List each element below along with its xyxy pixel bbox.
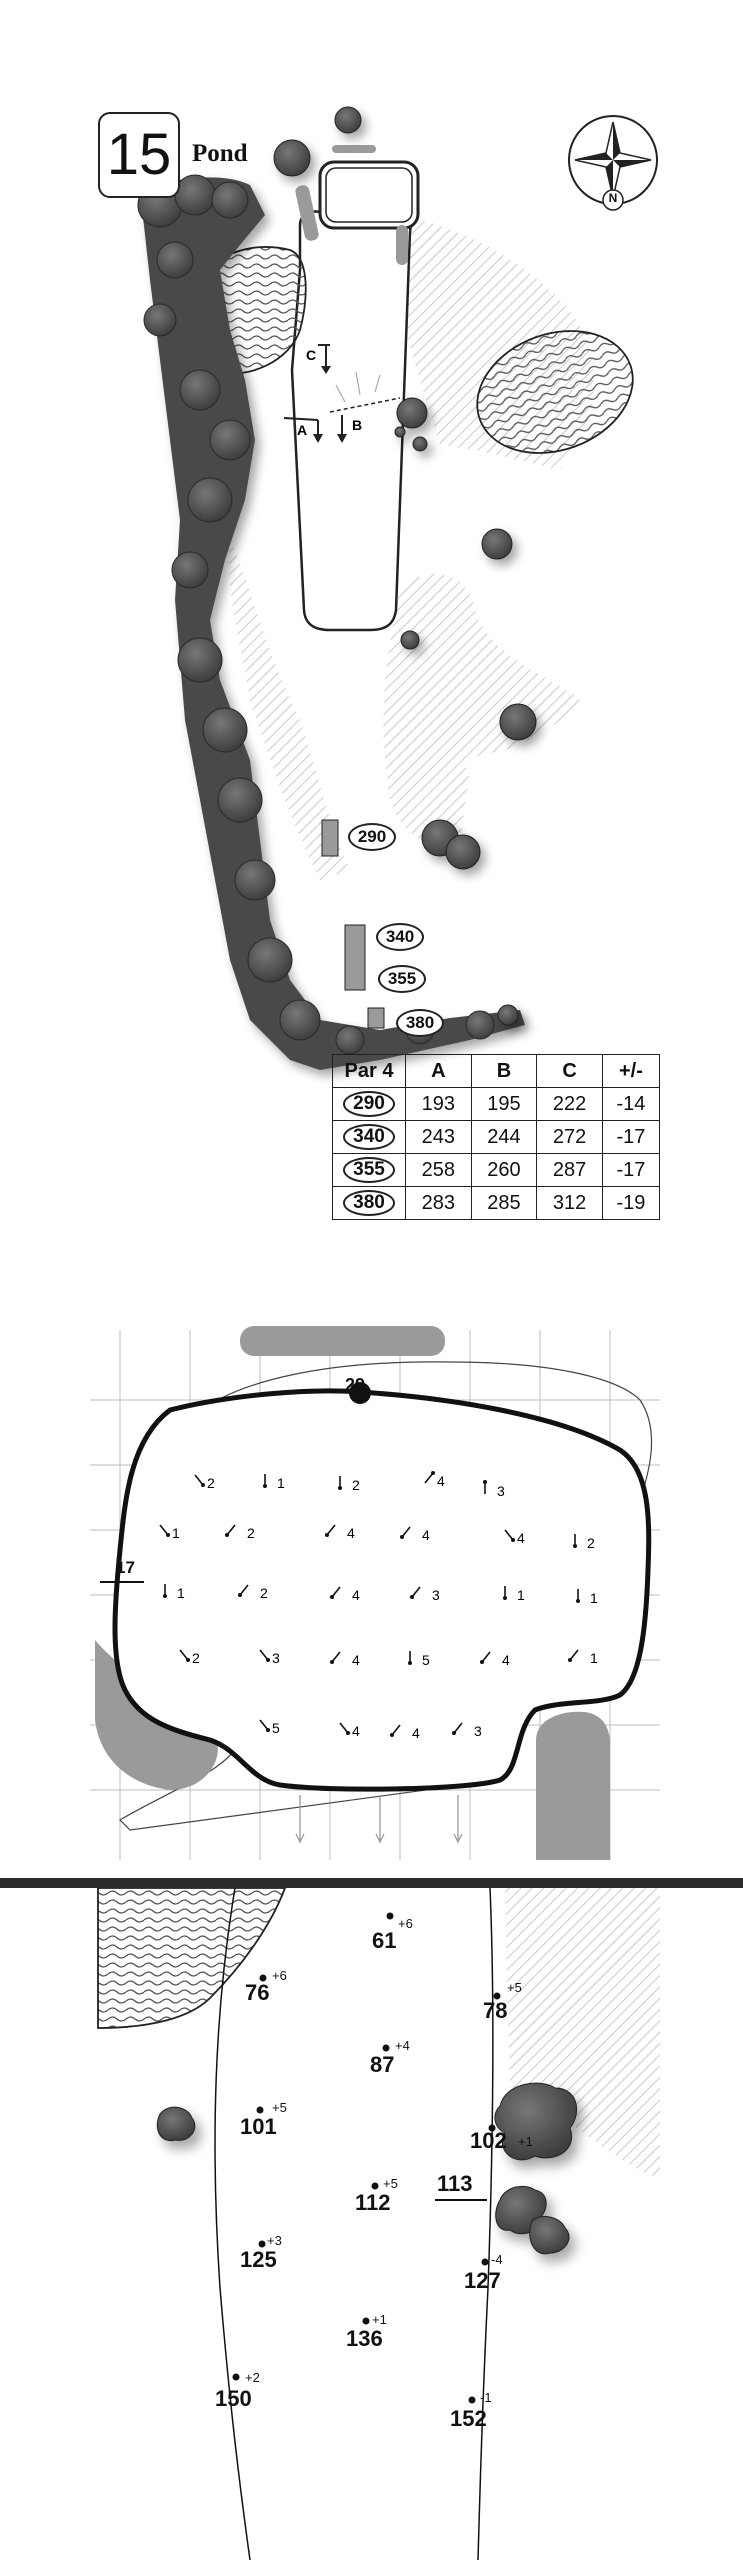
distance-marker-355: 355 [378, 965, 426, 993]
slope-arrow-head [238, 1593, 242, 1597]
yardage-dot [482, 2259, 489, 2266]
yardage-adjust: +5 [272, 2100, 287, 2115]
slope-value: 4 [352, 1723, 360, 1739]
yardage-dot [372, 2183, 379, 2190]
slope-value: 4 [437, 1473, 445, 1489]
slope-arrow-head [263, 1484, 267, 1488]
yardage-dot [257, 2107, 264, 2114]
table-row [333, 1187, 660, 1220]
slope-value: 2 [247, 1525, 255, 1541]
yardage-value: 136 [346, 2326, 383, 2351]
slope-value: 2 [352, 1477, 360, 1493]
cell-a: 258 [406, 1154, 472, 1187]
slope-value: 4 [352, 1587, 360, 1603]
slope-arrow-head [163, 1594, 167, 1598]
cell-b: 244 [471, 1121, 537, 1154]
cell-b: 195 [471, 1088, 537, 1121]
svg-text:B: B [352, 417, 363, 433]
cell-b: 285 [471, 1187, 537, 1220]
yardage-value: 152 [450, 2406, 487, 2431]
yardage-adjust: +2 [245, 2370, 260, 2385]
tee-bar-right [396, 225, 408, 265]
svg-text:A: A [297, 422, 308, 438]
slope-value: 3 [272, 1650, 280, 1666]
slope-arrow-head [503, 1596, 507, 1600]
slope-value: 4 [412, 1725, 420, 1741]
slope-arrow-head [410, 1595, 414, 1599]
slope-value: 3 [432, 1587, 440, 1603]
slope-arrow-head [568, 1658, 572, 1662]
section-divider [0, 1878, 743, 1888]
slope-value: 5 [272, 1720, 280, 1736]
slope-arrow-head [346, 1731, 350, 1735]
slope-arrow-head [266, 1658, 270, 1662]
yardage-adjust: +1 [518, 2134, 533, 2149]
bunker-right [536, 1712, 610, 1860]
fairway-edge-right [478, 1888, 493, 2560]
approach-trees [157, 2083, 576, 2254]
cell-a: 283 [406, 1187, 472, 1220]
slope-arrow-head [452, 1731, 456, 1735]
slope-arrow-head [201, 1483, 205, 1487]
header-b: B [471, 1055, 537, 1088]
distance-marker-380: 380 [396, 1009, 444, 1037]
slope-value: 1 [177, 1585, 185, 1601]
green-width-label: 17 [116, 1558, 135, 1577]
yardage-value: 78 [483, 1998, 508, 2023]
slope-value: 4 [347, 1525, 355, 1541]
distance-marker-290: 290 [348, 823, 396, 851]
table-row [333, 1154, 660, 1187]
yardage-value: 61 [372, 1928, 397, 1953]
distance-marker-340: 340 [376, 923, 424, 951]
yardage-value: 112 [355, 2190, 391, 2215]
tee-distance: 380 [343, 1190, 395, 1216]
table-row [333, 1121, 660, 1154]
slope-arrow-head [225, 1533, 229, 1537]
yardage-adjust: +3 [267, 2233, 282, 2248]
tee-distance: 290 [343, 1091, 395, 1117]
bunker-back [240, 1326, 445, 1356]
header-c: C [537, 1055, 603, 1088]
slope-arrow-head [400, 1535, 404, 1539]
slope-arrow-head [511, 1538, 515, 1542]
yardage-adjust: +6 [272, 1968, 287, 1983]
cell-c: 222 [537, 1088, 603, 1121]
yardage-value: 113 [437, 2171, 473, 2196]
yardage-dot [387, 1913, 394, 1920]
yardage-value: 127 [464, 2268, 501, 2293]
yardage-dot [363, 2318, 370, 2325]
header-a: A [406, 1055, 472, 1088]
slope-value: 2 [587, 1535, 595, 1551]
slope-value: 2 [207, 1475, 215, 1491]
marker-plate-340 [345, 925, 365, 990]
slope-arrow-head [480, 1660, 484, 1664]
yardage-header-row [333, 1055, 660, 1088]
cell-a: 243 [406, 1121, 472, 1154]
yardage-table [332, 1054, 660, 1220]
yardage-value: 76 [245, 1980, 270, 2005]
slope-value: 3 [497, 1483, 505, 1499]
rough-area-center [383, 574, 580, 843]
yardage-dot [233, 2374, 240, 2381]
approach-arrows [296, 1795, 462, 1842]
slope-value: 1 [517, 1587, 525, 1603]
marker-plate-290 [322, 820, 338, 856]
cell-diff: -19 [602, 1187, 659, 1220]
cell-b: 260 [471, 1154, 537, 1187]
yardage-value: 102 [470, 2128, 507, 2153]
slope-arrow-head [576, 1599, 580, 1603]
cell-c: 287 [537, 1154, 603, 1187]
yardage-value: 87 [370, 2052, 395, 2077]
svg-text:C: C [306, 347, 317, 363]
yardage-adjust: -1 [480, 2390, 492, 2405]
green-detail-map [0, 1300, 743, 1890]
slope-value: 4 [502, 1652, 510, 1668]
slope-arrow-head [266, 1728, 270, 1732]
tee-bar-top [332, 145, 376, 153]
yardage-adjust: +5 [383, 2176, 398, 2191]
slope-value: 3 [474, 1723, 482, 1739]
header-par: Par 4 [333, 1055, 406, 1088]
slope-value: 2 [192, 1650, 200, 1666]
slope-arrow-head [325, 1533, 329, 1537]
hole-name: Pond [192, 140, 248, 167]
yardage-adjust: +6 [398, 1916, 413, 1931]
slope-arrow-head [390, 1733, 394, 1737]
yardage-value: 125 [240, 2247, 277, 2272]
slope-value: 4 [422, 1527, 430, 1543]
slope-value: 5 [422, 1652, 430, 1668]
pond-approach [98, 1888, 285, 2028]
slope-arrow-head [338, 1486, 342, 1490]
slope-value: 1 [172, 1525, 180, 1541]
slope-value: 4 [352, 1652, 360, 1668]
yardage-marker-line [435, 2199, 487, 2201]
cell-c: 272 [537, 1121, 603, 1154]
cell-diff: -14 [602, 1088, 659, 1121]
yardage-dot [469, 2397, 476, 2404]
slope-arrow-head [330, 1660, 334, 1664]
slope-arrow-head [166, 1533, 170, 1537]
slope-value: 1 [590, 1650, 598, 1666]
yardage-adjust: +1 [372, 2312, 387, 2327]
yardage-value: 150 [215, 2386, 252, 2411]
tee-distance: 340 [343, 1124, 395, 1150]
slope-arrow-head [186, 1658, 190, 1662]
yardage-adjust: +4 [395, 2038, 410, 2053]
tee-box-top [320, 162, 418, 228]
table-row [333, 1088, 660, 1121]
slope-arrow-head [408, 1661, 412, 1665]
slope-value: 4 [517, 1530, 525, 1546]
slope-value: 1 [277, 1475, 285, 1491]
marker-plate-380 [368, 1008, 384, 1028]
yardage-adjust: +5 [507, 1980, 522, 1995]
slope-value: 2 [260, 1585, 268, 1601]
header-diff: +/- [602, 1055, 659, 1088]
yardage-adjust: -4 [491, 2252, 503, 2267]
cell-c: 312 [537, 1187, 603, 1220]
yardage-dot [383, 2045, 390, 2052]
slope-arrow-head [573, 1544, 577, 1548]
slope-arrow-head [483, 1480, 487, 1484]
yardage-value: 101 [240, 2114, 277, 2139]
cell-a: 193 [406, 1088, 472, 1121]
cell-diff: -17 [602, 1154, 659, 1187]
slope-value: 1 [590, 1590, 598, 1606]
approach-map [0, 1888, 743, 2560]
slope-arrow-head [330, 1595, 334, 1599]
compass-north-label: N [608, 191, 618, 205]
green-depth-label: 29 [345, 1375, 366, 1395]
slope-arrow-head [431, 1471, 435, 1475]
tee-distance: 355 [343, 1157, 395, 1183]
cell-diff: -17 [602, 1121, 659, 1154]
hole-number-badge: 15 [98, 112, 180, 198]
